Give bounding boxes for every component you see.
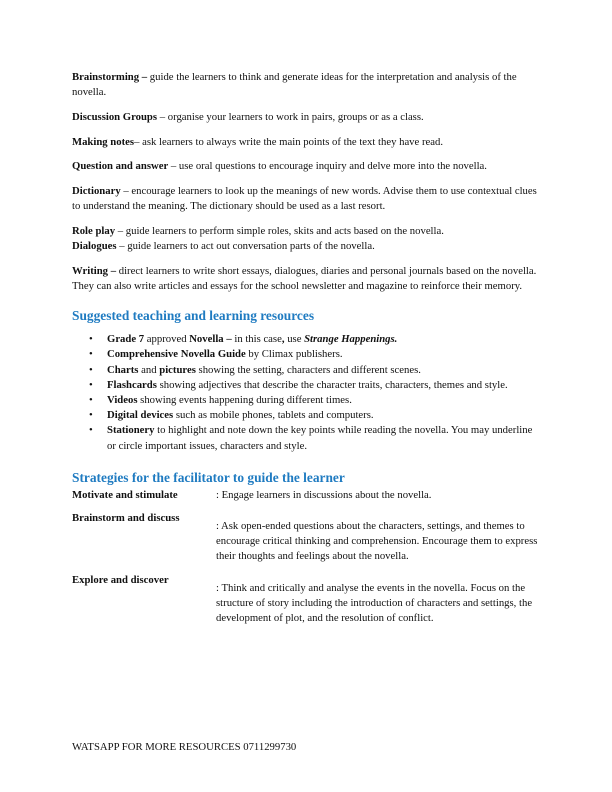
resources-heading: Suggested teaching and learning resources xyxy=(72,308,315,324)
resources-list xyxy=(72,332,542,454)
resource-item: • Comprehensive Novella Guide by Climax publishers. xyxy=(107,347,542,362)
strategies-heading: Strategies for the facilitator to guide the learner xyxy=(72,469,345,485)
method-role-play: Role play – guide learners to perform simple roles, skits and acts based on the novella. xyxy=(72,224,444,237)
resource-item: • Charts and pictures showing the setting, characters and different scenes. xyxy=(107,363,542,378)
method-question-answer: Question and answer – use oral questions to encourage inquiry and delve more into the novella. xyxy=(72,160,487,173)
resource-item: • Stationery to highlight and note down the key points while reading the novella. You may underline or circle important issues, characters and style. xyxy=(107,423,542,453)
method-discussion-groups: Discussion Groups – organise your learners to work in pairs, groups or as a class. xyxy=(72,110,424,123)
resource-item: • Grade 7 approved Novella – in this case, use Strange Happenings. xyxy=(107,332,542,347)
strategy-key: Brainstorm and discuss xyxy=(72,512,180,525)
strategy-value: : Engage learners in discussions about the novella. xyxy=(216,488,432,501)
method-dictionary: Dictionary – encourage learners to look up the meanings of new words. Advise them to use contextual clues to understand the meaning. The dictionary should be used as a last resort. xyxy=(72,185,537,213)
strategy-row xyxy=(72,488,542,503)
strategy-key: Motivate and stimulate xyxy=(72,488,178,501)
document-body xyxy=(72,70,542,626)
footer-contact: WATSAPP FOR MORE RESOURCES 0711299730 xyxy=(72,741,297,753)
strategy-value: : Think and critically and analyse the events in the novella. Focus on the structure of story including the introduction of characters and settings, the development of plot, and the resolution of conflict. xyxy=(216,581,533,625)
method-making-notes: Making notes– ask learners to always write the main points of the text they have read. xyxy=(72,135,444,148)
strategy-value: : Ask open-ended questions about the characters, settings, and themes to encourage critical thinking and comprehension. Encourage them to express their thoughts and feelings about the novella. xyxy=(216,520,538,563)
strategy-row xyxy=(72,573,542,627)
method-writing: Writing – direct learners to write short essays, dialogues, diaries and personal journals based on the novella. They can also write articles and essays for the school newsletter and magazine to reinforce their memory. xyxy=(72,264,537,293)
method-brainstorming: Brainstorming – guide the learners to think and generate ideas for the interpretation and analysis of the novella. xyxy=(72,71,517,99)
strategy-key: Explore and discover xyxy=(72,573,169,586)
strategies-table xyxy=(72,488,542,626)
strategy-row xyxy=(72,511,542,565)
resource-item: • Videos showing events happening during different times. xyxy=(107,393,542,408)
resource-item: • Flashcards showing adjectives that describe the character traits, characters, themes and style. xyxy=(107,378,542,393)
method-dialogues: Dialogues – guide learners to act out conversation parts of the novella. xyxy=(72,240,375,253)
resource-item: • Digital devices such as mobile phones, tablets and computers. xyxy=(107,408,542,423)
